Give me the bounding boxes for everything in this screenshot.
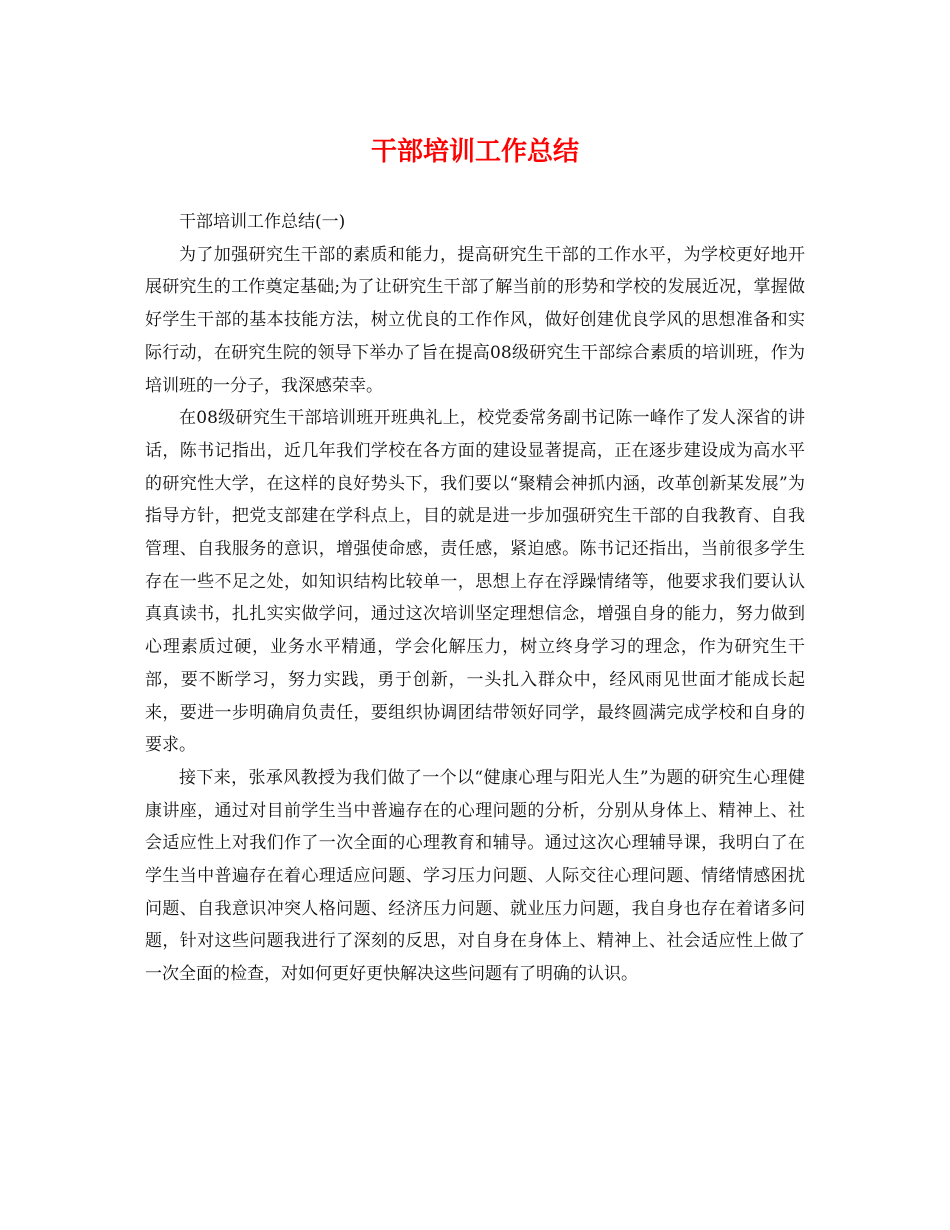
paragraph: 接下来，张承风教授为我们做了一个以“健康心理与阳光人生”为题的研究生心理健康讲座，通过对目前学生当中普遍存在的心理问题的分析，分别从身体上、精神上、社会适应性上对我们作了一次全面的心理教育和辅导。通过这次心理辅导课，我明白了在学生当中普遍存在着心理适应问题、学习压力问题、人际交往心理问题、情绪情感困扰问题、自我意识冲突人格问题、经济压力问题、就业压力问题，我自身也存在着诸多问题，针对这些问题我进行了深刻的反思，对自身在身体上、精神上、社会适应性上做了一次全面的检查，对如何更好更快解决这些问题有了明确的认识。 <box>145 767 805 985</box>
document-body <box>145 206 805 991</box>
paragraph: 为了加强研究生干部的素质和能力，提高研究生干部的工作水平，为学校更好地开展研究生的工作奠定基础;为了让研究生干部了解当前的形势和学校的发展近况，掌握做好学生干部的基本技能方法，树立优良的工作作风，做好创建优良学风的思想准备和实际行动，在研究生院的领导下举办了旨在提高08级研究生干部综合素质的培训班，作为培训班的一分子，我深感荣幸。 <box>145 244 805 396</box>
paragraph: 在08级研究生干部培训班开班典礼上，校党委常务副书记陈一峰作了发人深省的讲话，陈书记指出，近几年我们学校在各方面的建设显著提高，正在逐步建设成为高水平的研究性大学，在这样的良好势头下，我们要以“聚精会神抓内涵，改革创新某发展”为指导方针，把党支部建在学科点上，目的就是进一步加强研究生干部的自我教育、自我管理、自我服务的意识，增强使命感，责任感，紧迫感。陈书记还指出，当前很多学生存在一些不足之处，如知识结构比较单一，思想上存在浮躁情绪等，他要求我们要认认真真读书，扎扎实实做学问，通过这次培训坚定理想信念，增强自身的能力，努力做到心理素质过硬，业务水平精通，学会化解压力，树立终身学习的理念，作为研究生干部，要不断学习，努力实践，勇于创新，一头扎入群众中，经风雨见世面才能成长起来，要进一步明确肩负责任，要组织协调团结带领好同学，最终圆满完成学校和自身的要求。 <box>145 408 805 756</box>
section-heading: 干部培训工作总结(一) <box>179 212 346 232</box>
document-title: 干部培训工作总结 <box>370 137 579 167</box>
